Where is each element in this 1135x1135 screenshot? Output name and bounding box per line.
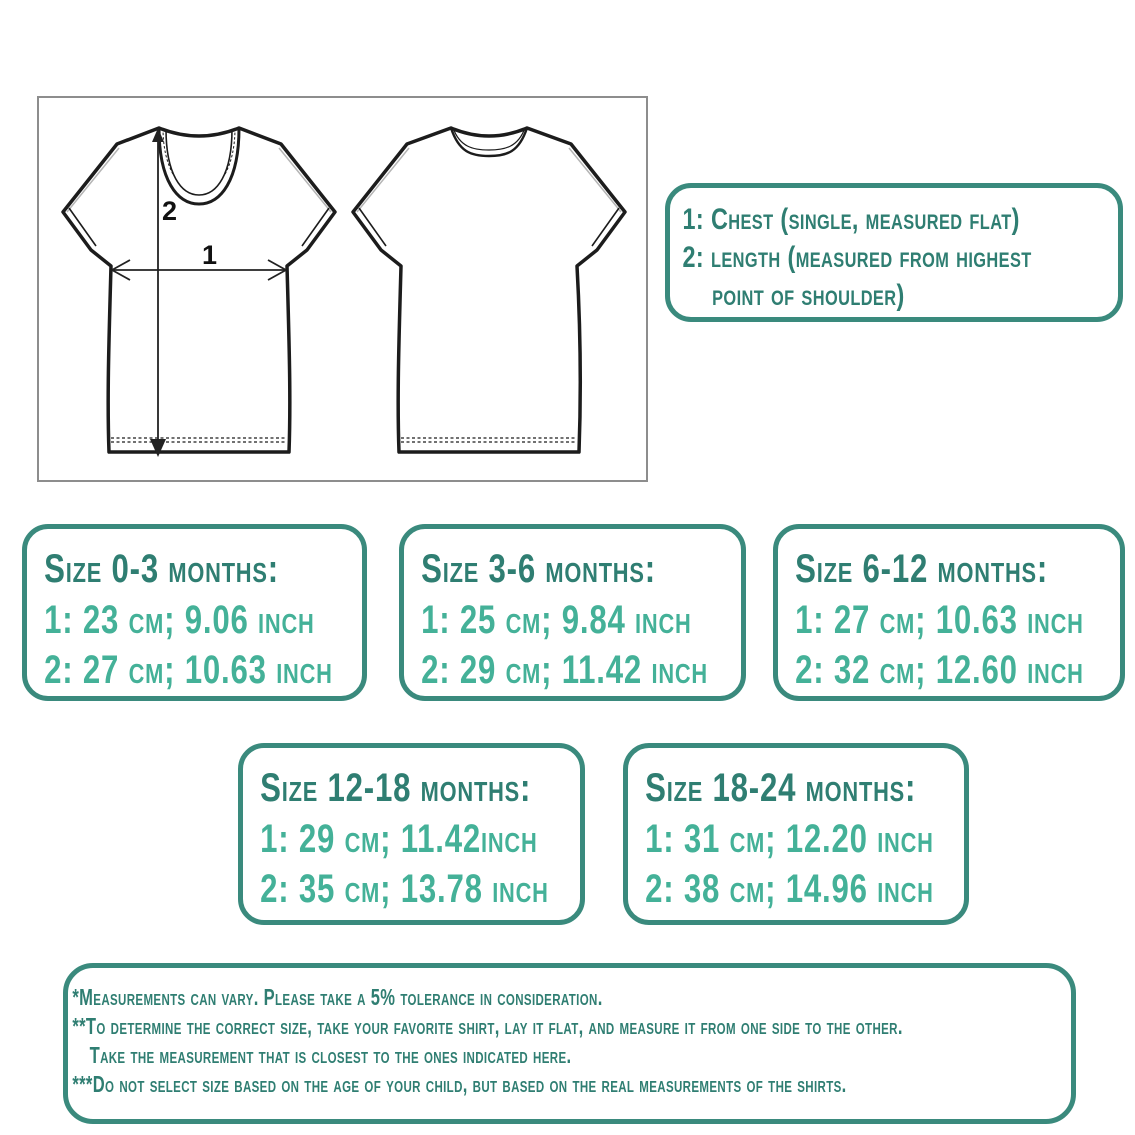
length-measurement: 2: 27 cm; 10.63 inch	[44, 648, 333, 692]
arrow-label-1: 1	[202, 240, 218, 270]
size-box-6-12-months	[773, 524, 1125, 701]
legend-line-length-cont: point of shoulder)	[712, 279, 905, 312]
length-measurement: 2: 38 cm; 14.96 inch	[645, 867, 934, 911]
footnote-age-warning: ***Do not select size based on the age of your child, but based on the real measurements of the shirts.	[72, 1071, 847, 1097]
tshirt-diagram-panel	[37, 96, 648, 482]
footnote-text	[68, 968, 903, 1099]
chest-measurement: 1: 29 cm; 11.42inch	[260, 817, 538, 861]
size-box-text	[243, 748, 549, 914]
size-title: Size 3-6 months:	[421, 547, 656, 591]
size-title: Size 6-12 months:	[795, 547, 1049, 591]
chest-measurement: 1: 23 cm; 9.06 inch	[44, 598, 315, 642]
tshirt-diagram	[39, 98, 646, 480]
footnote-how-to-measure-cont: Take the measurement that is closest to the ones indicated here.	[89, 1042, 572, 1068]
chest-measurement: 1: 27 cm; 10.63 inch	[795, 598, 1084, 642]
chest-measurement: 1: 31 cm; 12.20 inch	[645, 817, 934, 861]
legend-line-chest: 1: Chest (single, measured flat)	[682, 203, 1020, 236]
size-title: Size 0-3 months:	[44, 547, 279, 591]
footnote-how-to-measure: **To determine the correct size, take your favorite shirt, lay it flat, and measure it from one side to the other.	[72, 1013, 903, 1039]
footnote-tolerance: *Measurements can vary. Please take a 5% tolerance in consideration.	[72, 984, 603, 1010]
legend-line-length: 2: length (measured from highest	[682, 241, 1032, 274]
length-measurement: 2: 32 cm; 12.60 inch	[795, 648, 1084, 692]
size-box-text	[778, 529, 1084, 695]
arrow-label-2: 2	[162, 196, 178, 226]
size-title: Size 12-18 months:	[260, 766, 532, 810]
size-box-text	[404, 529, 708, 695]
size-box-text	[628, 748, 934, 914]
tshirt-back	[353, 128, 625, 452]
tshirt-front-outline	[63, 128, 335, 452]
chest-measurement: 1: 25 cm; 9.84 inch	[421, 598, 692, 642]
legend-text	[670, 188, 1032, 315]
tshirt-back-outline	[353, 128, 625, 452]
length-measurement: 2: 35 cm; 13.78 inch	[260, 867, 549, 911]
size-box-0-3-months	[22, 524, 367, 701]
size-box-12-18-months	[238, 743, 585, 925]
length-measurement: 2: 29 cm; 11.42 inch	[421, 648, 708, 692]
legend-box	[665, 183, 1123, 322]
footnote-box	[63, 963, 1076, 1124]
size-box-18-24-months	[623, 743, 969, 925]
size-box-text	[27, 529, 333, 695]
size-title: Size 18-24 months:	[645, 766, 917, 810]
tshirt-front	[63, 128, 335, 452]
size-box-3-6-months	[399, 524, 746, 701]
